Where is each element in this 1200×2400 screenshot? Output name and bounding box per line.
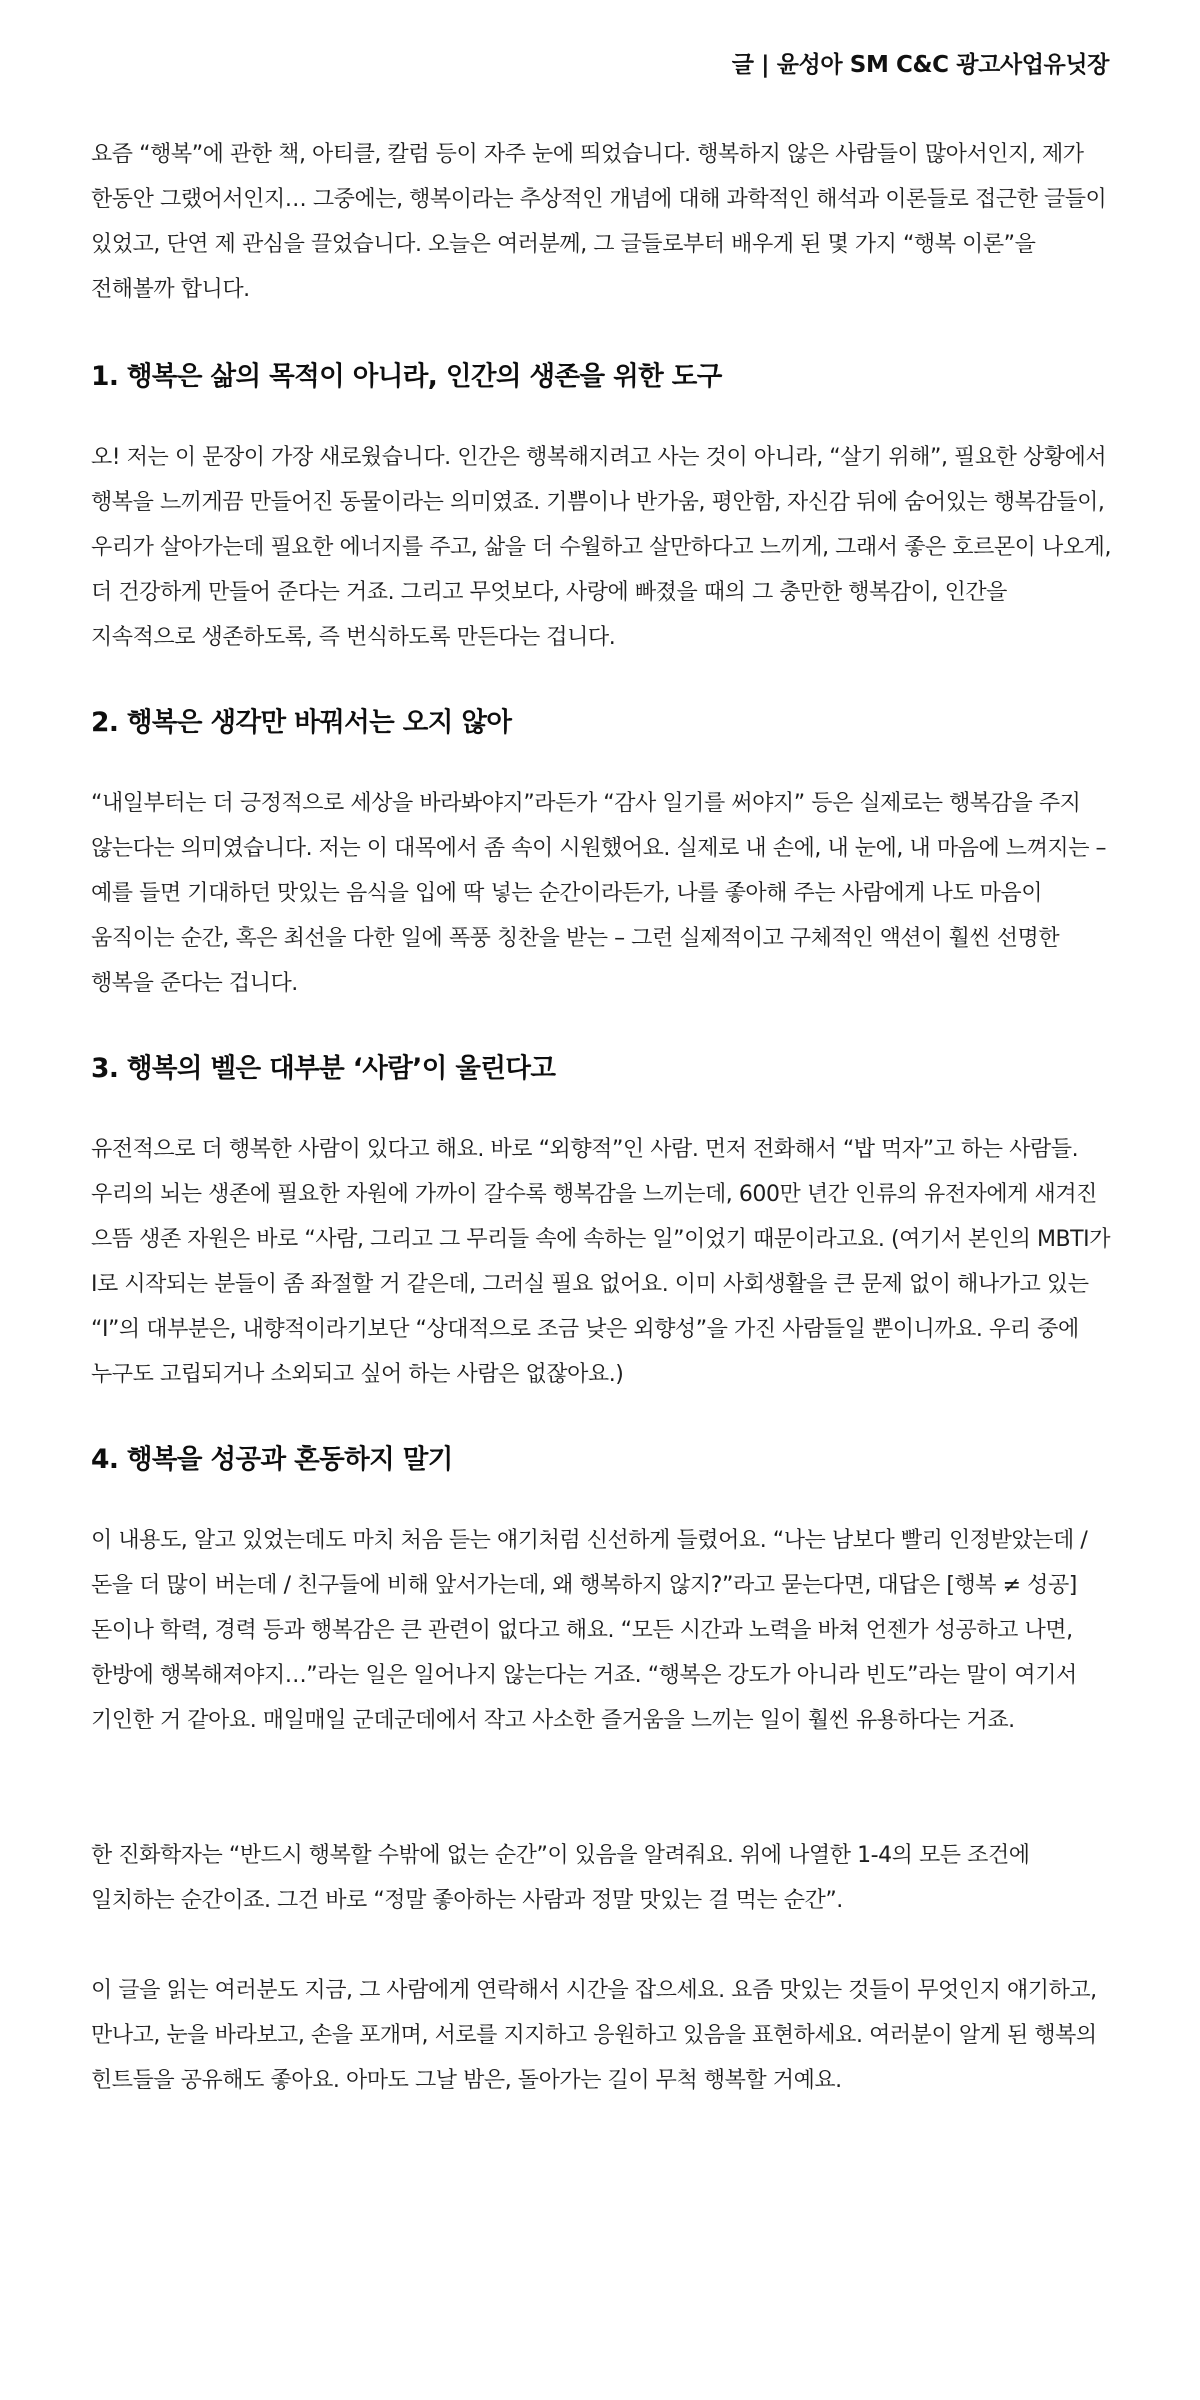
section-1-heading: 1. 행복은 삶의 목적이 아니라, 인간의 생존을 위한 도구 <box>91 361 722 392</box>
author-byline: 글 | 윤성아 SM C&C 광고사업유닛장 <box>731 52 1109 78</box>
section-4-paragraph: 이 내용도, 알고 있었는데도 마치 처음 듣는 얘기처럼 신선하게 들렸어요. “나는 남보다 빨리 인정받았는데 / 돈을 더 많이 버는데 / 친구들에 비해 앞서가는데, 왜 행복하지 않지?”라고 묻는다면, 대답은 [행복 ≠ 성공] <box>91 1528 1088 1598</box>
closing-paragraph-2: 이 글을 읽는 여러분도 지금, 그 사람에게 연락해서 시간을 잡으세요. 요즘 맛있는 것들이 무엇인지 얘기하고, 만나고, 눈을 바라보고, 손을 포개며, 서로를 지지하고 응원하고 있음을 표현하세요. 여러분이 알게 된 행복의 힌트들을 공유해도 좋아요. 아마도 그날 밤은, 돌아가는 길이 무척 행복할 거예요. <box>91 1978 1097 2093</box>
section-4-paragraph-continued: 돈이나 학력, 경력 등과 행복감은 큰 관련이 없다고 해요. “모든 시간과 노력을 바쳐 언젠가 성공하고 나면, 한방에 행복해져야지…”라는 일은 일어나지 않는다는 거죠. “행복은 강도가 아니라 빈도”라는 말이 여기서 기인한 거 같아요. 매일매일 군데군데에서 작고 사소한 즐거움을 느끼는 일이 훨씬 유용하다는 거죠. <box>91 1618 1077 1733</box>
section-3-paragraph: 유전적으로 더 행복한 사람이 있다고 해요. 바로 “외향적”인 사람. 먼저 전화해서 “밥 먹자”고 하는 사람들. 우리의 뇌는 생존에 필요한 자원에 가까이 갈수록 행복감을 느끼는데, 600만 년간 인류의 유전자에게 새겨진 으뜸 생존 자원은 바로 “사람, 그리고 그 무리들 속에 속하는 일”이었기 때문이라고요. (여기서 본인의 MBTI가 I로 시작되는 분들이 좀 좌절할 거 같은데, 그러실 필요 없어요. 이미 사회생활을 큰 문제 없이 해나가고 있는 “I”의 대부분은, 내향적이라기보단 “상대적으로 조금 낮은 외향성”을 가진 사람들일 뿐이니까요. 우리 중에 누구도 고립되거나 소외되고 싶어 하는 사람은 없잖아요.) <box>91 1137 1111 1387</box>
article-body <box>91 132 1115 2103</box>
section-4-heading: 4. 행복을 성공과 혼동하지 말기 <box>91 1444 453 1475</box>
section-3-heading: 3. 행복의 벨은 대부분 ‘사람’이 울린다고 <box>91 1053 556 1084</box>
closing-paragraph-1: 한 진화학자는 “반드시 행복할 수밖에 없는 순간”이 있음을 알려줘요. 위에 나열한 1-4의 모든 조건에 일치하는 순간이죠. 그건 바로 “정말 좋아하는 사람과 정말 맛있는 걸 먹는 순간”. <box>91 1843 1030 1913</box>
section-2-heading: 2. 행복은 생각만 바꿔서는 오지 않아 <box>91 707 512 738</box>
intro-paragraph: 요즘 “행복”에 관한 책, 아티클, 칼럼 등이 자주 눈에 띄었습니다. 행복하지 않은 사람들이 많아서인지, 제가 한동안 그랬어서인지… 그중에는, 행복이라는 추상적인 개념에 대해 과학적인 해석과 이론들로 접근한 글들이 있었고, 단연 제 관심을 끌었습니다. 오늘은 여러분께, 그 글들로부터 배우게 된 몇 가지 “행복 이론”을 전해볼까 합니다. <box>91 142 1107 302</box>
section-1-paragraph: 오! 저는 이 문장이 가장 새로웠습니다. 인간은 행복해지려고 사는 것이 아니라, “살기 위해”, 필요한 상황에서 행복을 느끼게끔 만들어진 동물이라는 의미였죠. 기쁨이나 반가움, 평안함, 자신감 뒤에 숨어있는 행복감들이, 우리가 살아가는데 필요한 에너지를 주고, 삶을 더 수월하고 살만하다고 느끼게, 그래서 좋은 호르몬이 나오게, 더 건강하게 만들어 준다는 거죠. 그리고 무엇보다, 사랑에 빠졌을 때의 그 충만한 행복감이, 인간을 지속적으로 생존하도록, 즉 번식하도록 만든다는 겁니다. <box>91 445 1111 650</box>
section-2-paragraph: “내일부터는 더 긍정적으로 세상을 바라봐야지”라든가 “감사 일기를 써야지” 등은 실제로는 행복감을 주지 않는다는 의미였습니다. 저는 이 대목에서 좀 속이 시원했어요. 실제로 내 손에, 내 눈에, 내 마음에 느껴지는 – 예를 들면 기대하던 맛있는 음식을 입에 딱 넣는 순간이라든가, 나를 좋아해 주는 사람에게 나도 마음이 움직이는 순간, 혹은 최선을 다한 일에 폭풍 칭찬을 받는 – 그런 실제적이고 구체적인 액션이 훨씬 선명한 행복을 준다는 겁니다. <box>91 791 1107 996</box>
